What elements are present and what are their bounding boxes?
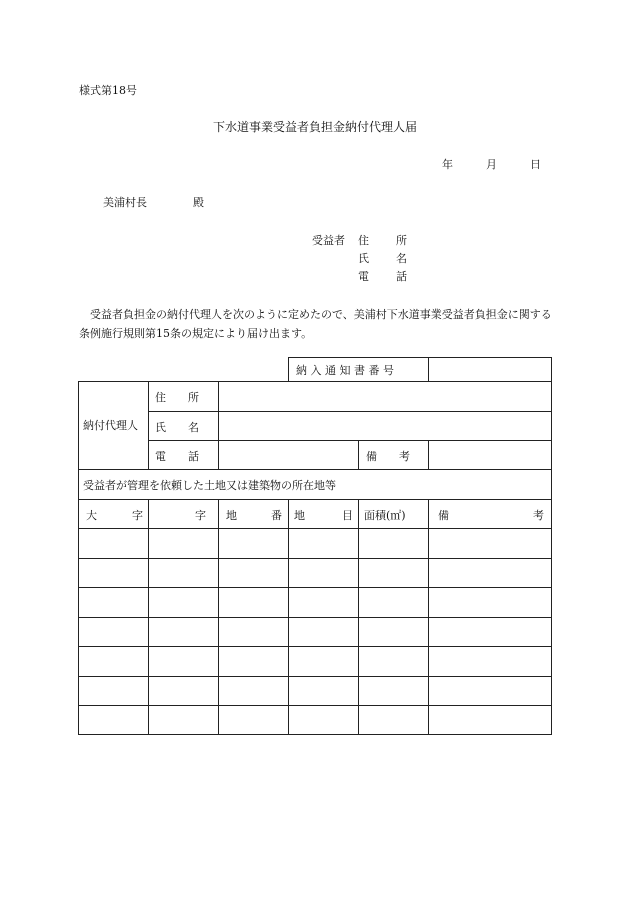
table-entry-cell[interactable] <box>80 589 146 614</box>
table-entry-cell[interactable] <box>220 619 286 644</box>
table-line <box>428 499 429 735</box>
table-entry-cell[interactable] <box>290 530 356 555</box>
date-year-label: 年 <box>442 158 453 171</box>
table-line <box>78 381 552 382</box>
date-day-label: 日 <box>530 158 541 171</box>
table-entry-cell[interactable] <box>150 589 216 614</box>
table-entry-cell[interactable] <box>290 707 356 732</box>
table-line <box>288 357 289 381</box>
remarks-field[interactable] <box>430 442 550 468</box>
col-remarks-2: 考 <box>533 509 544 522</box>
date-month-label: 月 <box>486 158 497 171</box>
table-entry-cell[interactable] <box>80 648 146 673</box>
table-entry-cell[interactable] <box>290 589 356 614</box>
table-entry-cell[interactable] <box>220 560 286 585</box>
agent-phone-label: 電 話 <box>155 450 199 463</box>
table-entry-cell[interactable] <box>360 530 426 555</box>
document-title: 下水道事業受益者負担金納付代理人届 <box>212 120 417 134</box>
table-line <box>148 381 149 469</box>
applicant-phone-label: 電 話 <box>358 270 415 283</box>
table-entry-cell[interactable] <box>430 648 550 673</box>
table-line <box>288 499 289 735</box>
table-entry-cell[interactable] <box>430 619 550 644</box>
location-caption: 受益者が管理を依頼した土地又は建築物の所在地等 <box>83 479 336 492</box>
table-entry-cell[interactable] <box>360 707 426 732</box>
table-entry-cell[interactable] <box>150 560 216 585</box>
table-entry-cell[interactable] <box>220 530 286 555</box>
table-entry-cell[interactable] <box>220 589 286 614</box>
table-line <box>428 440 429 469</box>
table-line <box>428 357 429 381</box>
table-entry-cell[interactable] <box>80 678 146 703</box>
table-entry-cell[interactable] <box>290 648 356 673</box>
addressee-honorific: 殿 <box>193 196 204 209</box>
col-chimoku-2: 目 <box>342 509 353 522</box>
agent-label: 納付代理人 <box>83 419 138 432</box>
table-line <box>148 440 552 441</box>
table-entry-cell[interactable] <box>360 560 426 585</box>
table-line <box>148 499 149 735</box>
table-line <box>78 469 552 470</box>
table-entry-cell[interactable] <box>430 589 550 614</box>
table-entry-cell[interactable] <box>220 678 286 703</box>
col-aza: 字 <box>195 509 206 522</box>
addressee <box>103 194 204 210</box>
agent-name-label: 氏 名 <box>155 421 199 434</box>
applicant-name-label: 氏 名 <box>358 252 415 265</box>
table-line <box>78 705 552 706</box>
agent-form-table <box>78 357 552 735</box>
col-remarks-1: 備 <box>438 509 449 522</box>
addressee-name: 美浦村長 <box>103 196 147 209</box>
table-entry-cell[interactable] <box>80 560 146 585</box>
notice-number-label: 納 入 通 知 書 番 号 <box>296 364 394 377</box>
table-entry-cell[interactable] <box>150 530 216 555</box>
table-entry-cell[interactable] <box>220 648 286 673</box>
table-line <box>78 646 552 647</box>
table-line <box>78 381 79 735</box>
date-line <box>442 156 541 172</box>
form-number: 様式第18号 <box>79 84 137 97</box>
agent-address-field[interactable] <box>220 383 550 410</box>
table-entry-cell[interactable] <box>150 678 216 703</box>
table-entry-cell[interactable] <box>290 678 356 703</box>
table-entry-cell[interactable] <box>150 619 216 644</box>
table-entry-cell[interactable] <box>430 530 550 555</box>
table-entry-cell[interactable] <box>220 707 286 732</box>
table-entry-cell[interactable] <box>80 619 146 644</box>
agent-name-field[interactable] <box>220 413 550 439</box>
agent-address-label: 住 所 <box>155 391 199 404</box>
applicant-block <box>312 232 415 286</box>
agent-phone-field[interactable] <box>220 442 357 468</box>
table-entry-cell[interactable] <box>150 707 216 732</box>
col-chiban-2: 番 <box>271 509 282 522</box>
table-entry-cell[interactable] <box>430 707 550 732</box>
table-line <box>78 587 552 588</box>
table-entry-cell[interactable] <box>430 560 550 585</box>
table-line <box>551 357 552 735</box>
table-line <box>78 528 552 529</box>
table-line <box>218 499 219 735</box>
table-line <box>148 411 552 412</box>
notice-number-field[interactable] <box>430 359 550 380</box>
applicant-role: 受益者 <box>312 234 345 247</box>
table-line <box>358 440 359 469</box>
table-entry-cell[interactable] <box>360 589 426 614</box>
table-entry-cell[interactable] <box>290 560 356 585</box>
table-entry-cell[interactable] <box>290 619 356 644</box>
applicant-address-label: 住 所 <box>358 234 415 247</box>
table-entry-cell[interactable] <box>360 648 426 673</box>
col-area: 面積(㎡) <box>364 509 406 522</box>
table-line <box>218 381 219 469</box>
table-entry-cell[interactable] <box>80 707 146 732</box>
table-line <box>78 499 552 500</box>
table-line <box>78 734 552 735</box>
table-line <box>358 499 359 735</box>
table-entry-cell[interactable] <box>80 530 146 555</box>
table-line <box>288 357 552 358</box>
col-chimoku-1: 地 <box>294 509 305 522</box>
table-entry-cell[interactable] <box>430 678 550 703</box>
table-entry-cell[interactable] <box>360 678 426 703</box>
body-paragraph: 受益者負担金の納付代理人を次のように定めたので、美浦村下水道事業受益者負担金に関する条例施行規則第15条の規定により届け出ます。 <box>79 308 552 340</box>
table-entry-cell[interactable] <box>360 619 426 644</box>
col-oaza-1: 大 <box>86 509 97 522</box>
col-chiban-1: 地 <box>226 509 237 522</box>
table-entry-cell[interactable] <box>150 648 216 673</box>
col-oaza-2: 字 <box>132 509 143 522</box>
remarks-label: 備 考 <box>366 450 410 463</box>
